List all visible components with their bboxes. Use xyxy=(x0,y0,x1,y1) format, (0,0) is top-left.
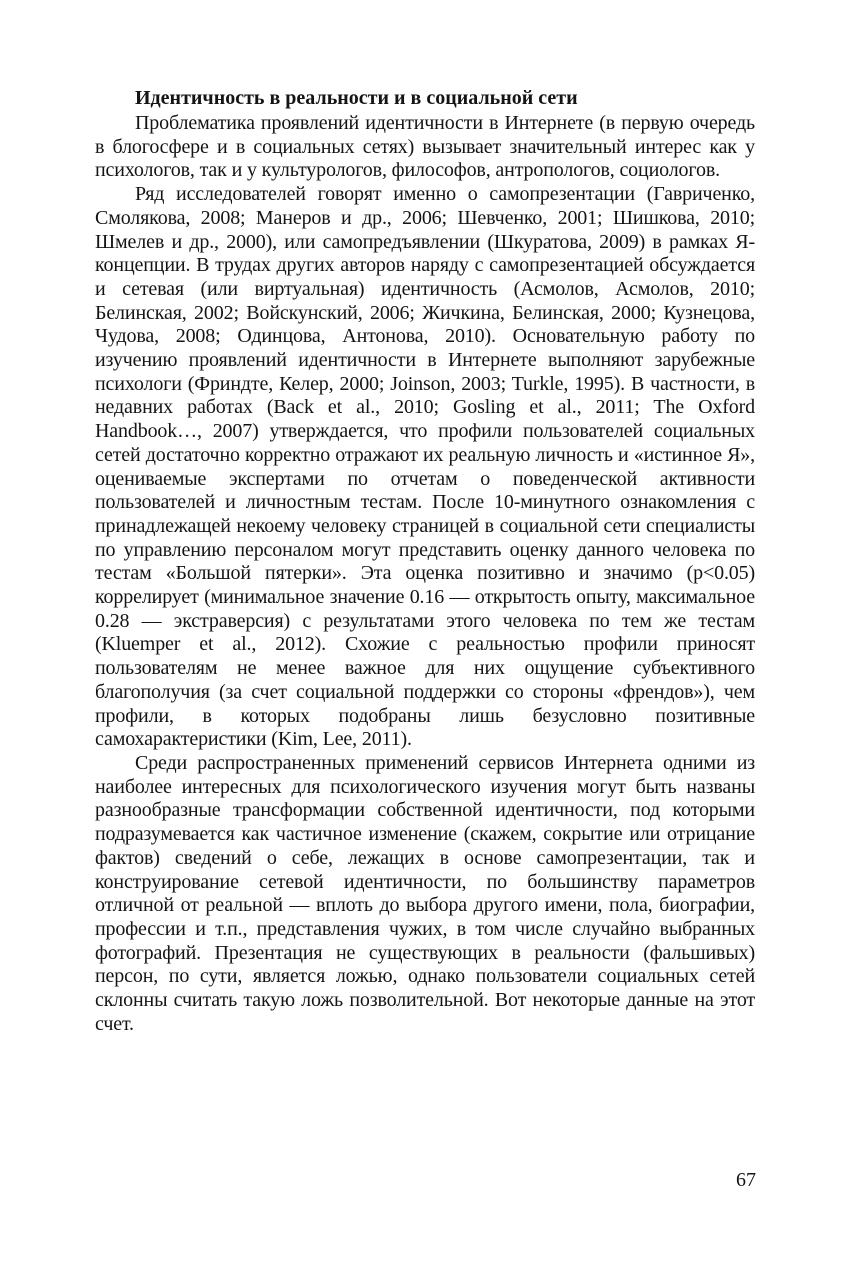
paragraph-intro: Проблематика проявлений идентичности в Интернете (в первую очередь в блогосфере и в социальных сетях) вызывает значительный интерес как у психологов, так и у культурологов, философов, антропологов, социологов. xyxy=(95,112,755,182)
page-number: 67 xyxy=(736,1169,756,1191)
paragraph-transformations: Среди распространенных применений сервисов Интернета одними из наиболее интересных для психологического изучения могут быть названы разнообразные трансформации собственной идентичности, под которыми подразумевается как частичное изменение (скажем, сокрытие или отрицание фактов) сведений о себе, лежащих в основе самопрезентации, так и конструирование сетевой идентичности, по большинству параметров отличной от реальной — вплоть до выбора другого имени, пола, биографии, профессии и т.п., представления чужих, в том числе случайно выбранных фотографий. Презентация не существующих в реальности (фальшивых) персон, по сути, является ложью, однако пользователи социальных сетей склонны считать такую ложь позволительной. Вот некоторые данные на этот счет. xyxy=(95,751,755,1035)
section-heading: Идентичность в реальности и в социальной сети xyxy=(135,87,578,109)
paragraph-research: Ряд исследователей говорят именно о самопрезентации (Гавриченко, Смолякова, 2008; Манеров и др., 2006; Шевченко, 2001; Шишкова, 2010; Шмелев и др., 2000), или самопредъявлении (Шкуратова, 2009) в рамках Я-концепции. В трудах других авторов наряду с самопрезентацией обсуждается и сетевая (или виртуальная) идентичность (Асмолов, Асмолов, 2010; Белинская, 2002; Войскунский, 2006; Жичкина, Белинская, 2000; Кузнецова, Чудова, 2008; Одинцова, Антонова, 2010). Основательную работу по изучению проявлений идентичности в Интернете выполняют зарубежные психологи (Фриндте, Келер, 2000; Joinson, 2003; Turkle, 1995). В частности, в недавних работах (Back et al., 2010; Gosling et al., 2011; The Oxford Handbook…, 2007) утверждается, что профили пользователей социальных сетей достаточно корректно отражают их реальную личность и «истинное Я», оцениваемые экспертами по отчетам о поведенческой активности пользователей и личностным тестам. После 10-минутного ознакомления с принадлежащей некоему человеку страницей в социальной сети специалисты по управлению персоналом могут представить оценку данного человека по тестам «Большой пятерки». Эта оценка позитивно и значимо (p<0.05) коррелирует (минимальное значение 0.16 — открытость опыту, максимальное 0.28 — экстраверсия) с результатами этого человека по тем же тестам (Kluemper et al., 2012). Схожие с реальностью профили приносят пользователям не менее важное для них ощущение субъективного благополучия (за счет социальной поддержки со стороны «френдов»), чем профили, в которых подобраны лишь безусловно позитивные самохарактеристики (Kim, Lee, 2011). xyxy=(95,183,755,751)
page-body xyxy=(95,86,755,1036)
